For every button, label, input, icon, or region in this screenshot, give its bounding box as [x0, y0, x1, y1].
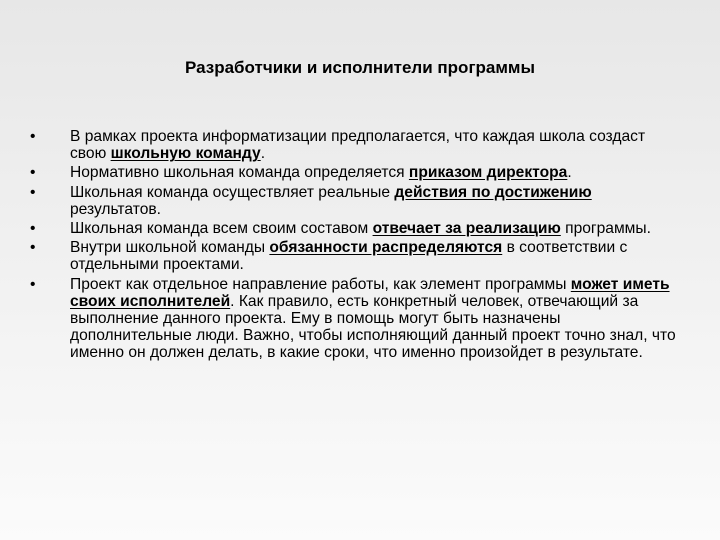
list-item — [30, 164, 680, 181]
bullet-emphasis: обязанности распределяются — [269, 239, 503, 257]
list-item — [30, 276, 680, 362]
bullet-text: Нормативно школьная команда определяется — [70, 164, 409, 182]
bullet-text-tail: в соответствии с отдельными проектами. — [70, 239, 628, 274]
bullet-emphasis: отвечает за реализацию — [372, 220, 561, 238]
bullet-text: Внутри школьной команды — [70, 239, 270, 257]
bullet-text: В рамках проекта информатизации предполагается, что каждая школа создаст свою — [70, 128, 646, 163]
bullet-text-tail: . — [260, 145, 266, 163]
bullet-dot-icon: • — [30, 239, 36, 257]
bullet-emphasis: приказом директора — [408, 164, 568, 182]
list-item — [30, 239, 680, 273]
bullet-dot-icon: • — [30, 183, 36, 201]
bullet-text-tail: . Как правило, есть конкретный человек, отвечающий за выполнение данного проекта. Ему в помощь могут быть назначены дополнительные люди. Важно, чтобы исполняющий данный проект точно знал, что именно он должен делать, в какие сроки, что именно произойдет в результате. — [70, 292, 676, 362]
bullet-text-tail: . — [567, 164, 572, 182]
list-item — [30, 220, 680, 237]
bullet-text: Школьная команда осуществляет реальные — [70, 183, 395, 201]
bullet-emphasis: может иметь своих исполнителей — [70, 275, 670, 310]
bullet-text: Школьная команда всем своим составом — [70, 220, 373, 238]
bullet-dot-icon: • — [30, 128, 36, 145]
bullet-list — [30, 128, 680, 364]
list-item — [30, 128, 680, 162]
bullet-text-tail: результатов. — [70, 200, 161, 218]
bullet-emphasis: школьную команду — [110, 145, 261, 163]
list-item — [30, 184, 680, 218]
bullet-dot-icon: • — [30, 164, 36, 182]
bullet-text-tail: программы. — [560, 220, 651, 238]
bullet-text: Проект как отдельное направление работы, как элемент программы — [70, 275, 571, 293]
bullet-dot-icon: • — [30, 220, 36, 238]
slide-title: Разработчики и исполнители программы — [184, 58, 536, 77]
bullet-emphasis: действия по достижению — [394, 183, 592, 201]
bullet-dot-icon: • — [30, 275, 36, 293]
